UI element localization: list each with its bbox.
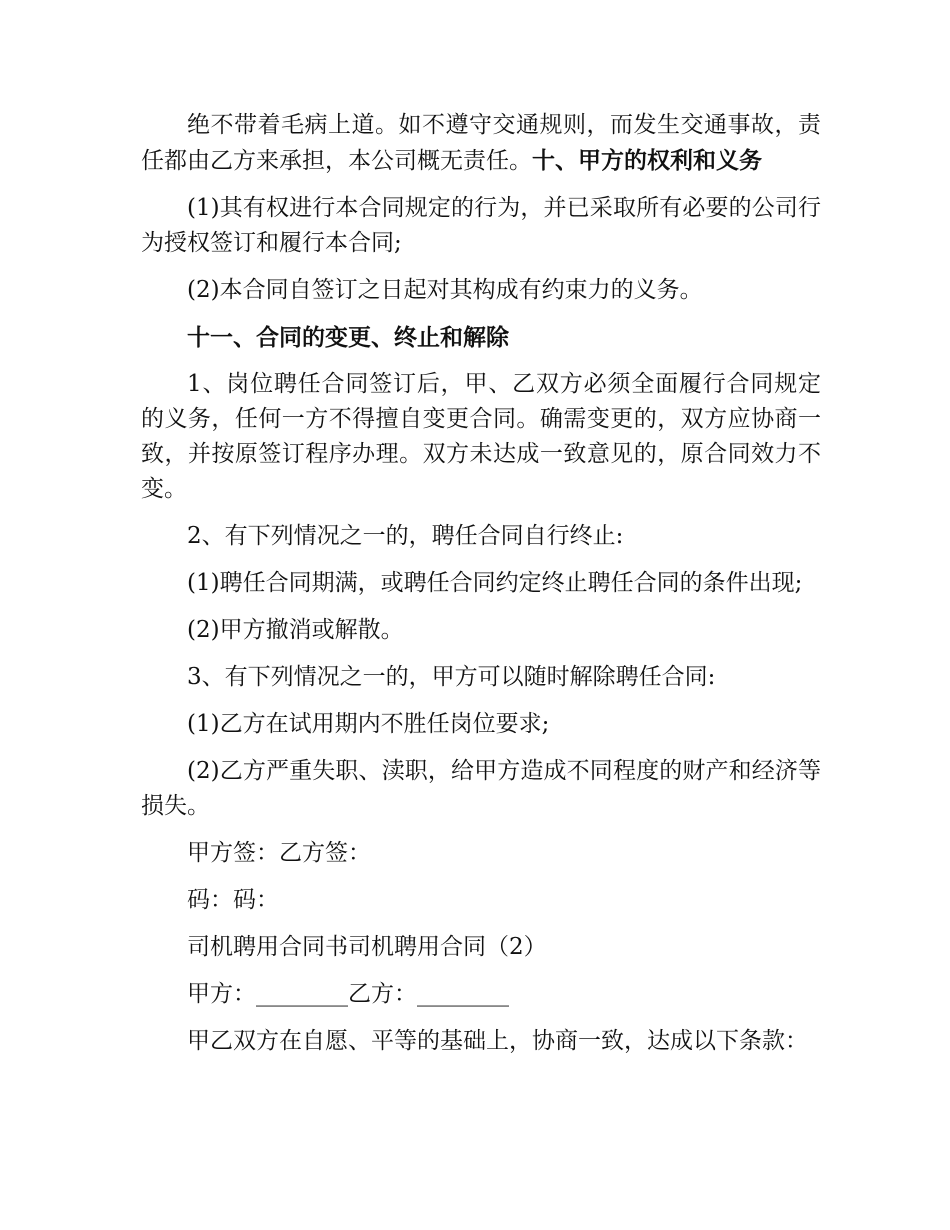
document-subtitle: 司机聘用合同书司机聘用合同（2）: [187, 934, 547, 960]
paragraph-agreement-intro: 甲乙双方在自愿、平等的基础上，协商一致，达成以下条款：: [187, 1028, 808, 1054]
paragraph-contract-change: 1、岗位聘任合同签订后，甲、乙双方必须全面履行合同规定的义务，任何一方不得擅自变更合同。确需变更的，双方应协商一致，并按原签订程序办理。双方未达成一致意见的，原合同效力不变。: [141, 371, 821, 502]
paragraph-traffic-responsibility: [141, 108, 821, 179]
section-heading-contract-changes: 十一、合同的变更、终止和解除: [187, 324, 509, 351]
paragraph-dismissal-1: (1)乙方在试用期内不胜任岗位要求;: [187, 711, 550, 737]
paragraph-clause-2: (2)本合同自签订之日起对其构成有约束力的义务。: [187, 277, 703, 303]
section-heading-party-a-rights: 十、甲方的权利和义务: [532, 147, 762, 174]
paragraph-clause-1: (1)其有权进行本合同规定的行为，并已采取所有必要的公司行为授权签订和履行本合同;: [141, 195, 821, 256]
code-line: 码：码：: [187, 887, 279, 913]
paragraph-dismissal-2: (2)乙方严重失职、渎职，给甲方造成不同程度的财产和经济等损失。: [141, 758, 821, 819]
paragraph-termination-conditions: 2、有下列情况之一的，聘任合同自行终止:: [187, 523, 624, 549]
paragraph-termination-1: (1)聘任合同期满，或聘任合同约定终止聘任合同的条件出现;: [187, 570, 803, 596]
signature-line: 甲方签：乙方签：: [187, 840, 371, 866]
parties-line: 甲方：________乙方：________: [187, 981, 509, 1007]
paragraph-text: 绝不带着毛病上道。如不遵守交通规则，而发生交通事故，责任都由乙方来承担，本公司概无责任。: [141, 112, 821, 174]
document-page: [141, 108, 821, 1071]
paragraph-dismissal-conditions: 3、有下列情况之一的，甲方可以随时解除聘任合同:: [187, 664, 716, 690]
paragraph-termination-2: (2)甲方撤消或解散。: [187, 617, 404, 643]
